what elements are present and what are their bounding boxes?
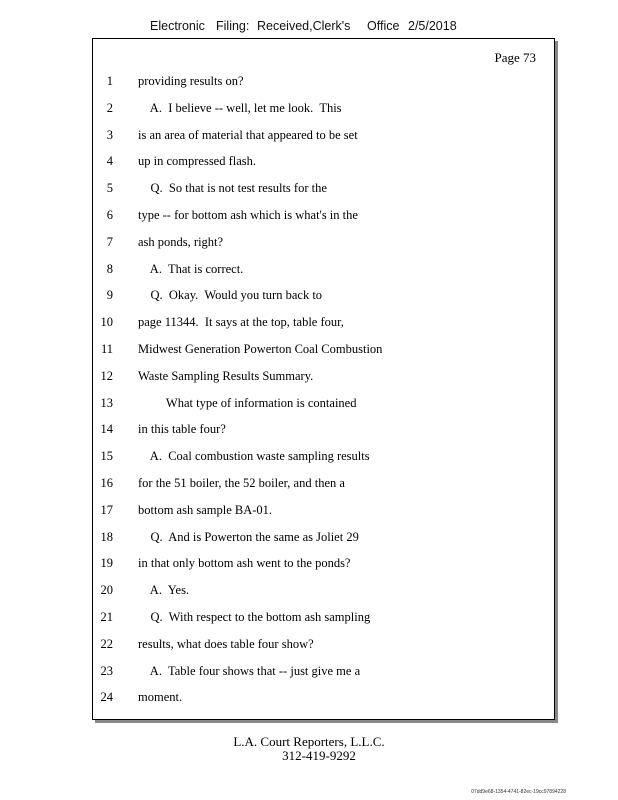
transcript-line [93, 315, 556, 337]
line-number: 14 [100, 422, 113, 437]
transcript-line [93, 449, 556, 471]
line-text: up in compressed flash. [138, 154, 257, 169]
transcript-line [93, 664, 556, 686]
line-number: 10 [100, 315, 113, 330]
line-text: results, what does table four show? [138, 636, 314, 651]
line-number: 9 [106, 288, 113, 303]
transcript-line [93, 422, 556, 444]
transcript-line [93, 288, 556, 310]
line-number: 24 [100, 690, 113, 705]
filing-stamp [0, 19, 618, 37]
transcript-line [93, 101, 556, 123]
line-number: 8 [106, 261, 113, 276]
line-text: Q. So that is not test results for the [138, 181, 327, 196]
line-number: 1 [106, 74, 113, 88]
transcript-line [93, 342, 556, 364]
line-text: Q. Okay. Would you turn back to [138, 288, 323, 303]
line-number: 23 [100, 663, 113, 678]
reporter-name: L.A. Court Reporters, L.L.C. [233, 734, 385, 749]
reporter-phone: 312-419-9292 [282, 748, 356, 763]
transcript-line [93, 690, 556, 712]
transcript-line [93, 637, 556, 659]
line-number: 16 [100, 476, 113, 490]
transcript-line [93, 208, 556, 230]
line-number: 15 [100, 449, 113, 464]
transcript-line [93, 181, 556, 203]
line-number: 18 [100, 529, 113, 544]
line-number: 4 [106, 154, 113, 169]
transcript-line [93, 128, 556, 150]
line-text: A. Yes. [138, 583, 190, 598]
line-number: 7 [106, 234, 113, 249]
transcript-line [93, 503, 556, 525]
line-number: 5 [106, 181, 113, 196]
line-text: type -- for bottom ash which is what's in the [138, 208, 358, 222]
line-text: Waste Sampling Results Summary. [138, 368, 314, 383]
line-text: Q. And is Powerton the same as Joliet 29 [138, 529, 359, 544]
line-number: 17 [100, 502, 113, 517]
transcript-line [93, 476, 556, 498]
line-text: in that only bottom ash went to the ponds? [138, 556, 351, 571]
line-text: for the 51 boiler, the 52 boiler, and then a [138, 476, 345, 490]
line-text: Midwest Generation Powerton Coal Combustion [138, 342, 383, 356]
document-id: 07dd9e68-1354-4741-82ec-19cc97894228 [471, 789, 566, 795]
filing-office: Office [367, 19, 400, 33]
line-number: 12 [100, 368, 113, 383]
transcript-line [93, 610, 556, 632]
line-text: ash ponds, right? [138, 234, 224, 249]
transcript-line [93, 556, 556, 578]
line-text: Q. With respect to the bottom ash sampling [138, 610, 371, 624]
line-text: is an area of material that appeared to be set [138, 127, 358, 142]
line-number: 2 [106, 100, 113, 115]
transcript-line [93, 262, 556, 284]
line-number: 6 [106, 208, 113, 222]
line-text: A. I believe -- well, let me look. This [138, 100, 342, 115]
line-number: 3 [106, 127, 113, 142]
line-text: bottom ash sample BA-01. [138, 502, 273, 517]
line-text: providing results on? [138, 74, 244, 88]
line-text: moment. [138, 690, 183, 705]
line-number: 22 [100, 636, 113, 651]
line-number: 19 [100, 556, 113, 571]
line-text: in this table four? [138, 422, 226, 437]
transcript-line [93, 74, 556, 96]
transcript-line [93, 369, 556, 391]
line-text: What type of information is contained [138, 395, 357, 410]
line-number: 21 [100, 610, 113, 624]
filing-received: Received,Clerk's [257, 19, 351, 33]
page-number: Page 73 [494, 50, 536, 65]
filing-electronic: Electronic [150, 19, 205, 33]
line-number: 11 [100, 342, 113, 356]
line-text: A. That is correct. [138, 261, 244, 276]
line-text: A. Coal combustion waste sampling results [138, 449, 370, 464]
filing-date: 2/5/2018 [408, 19, 457, 33]
transcript-line [93, 530, 556, 552]
filing-label: Filing: [216, 19, 250, 33]
transcript-line [93, 235, 556, 257]
transcript-page [92, 38, 555, 720]
line-number: 13 [100, 395, 113, 410]
transcript-line [93, 154, 556, 176]
line-text: A. Table four shows that -- just give me a [138, 663, 361, 678]
line-text: page 11344. It says at the top, table four, [138, 315, 344, 330]
line-number: 20 [100, 583, 113, 598]
transcript-line [93, 583, 556, 605]
transcript-line [93, 396, 556, 418]
